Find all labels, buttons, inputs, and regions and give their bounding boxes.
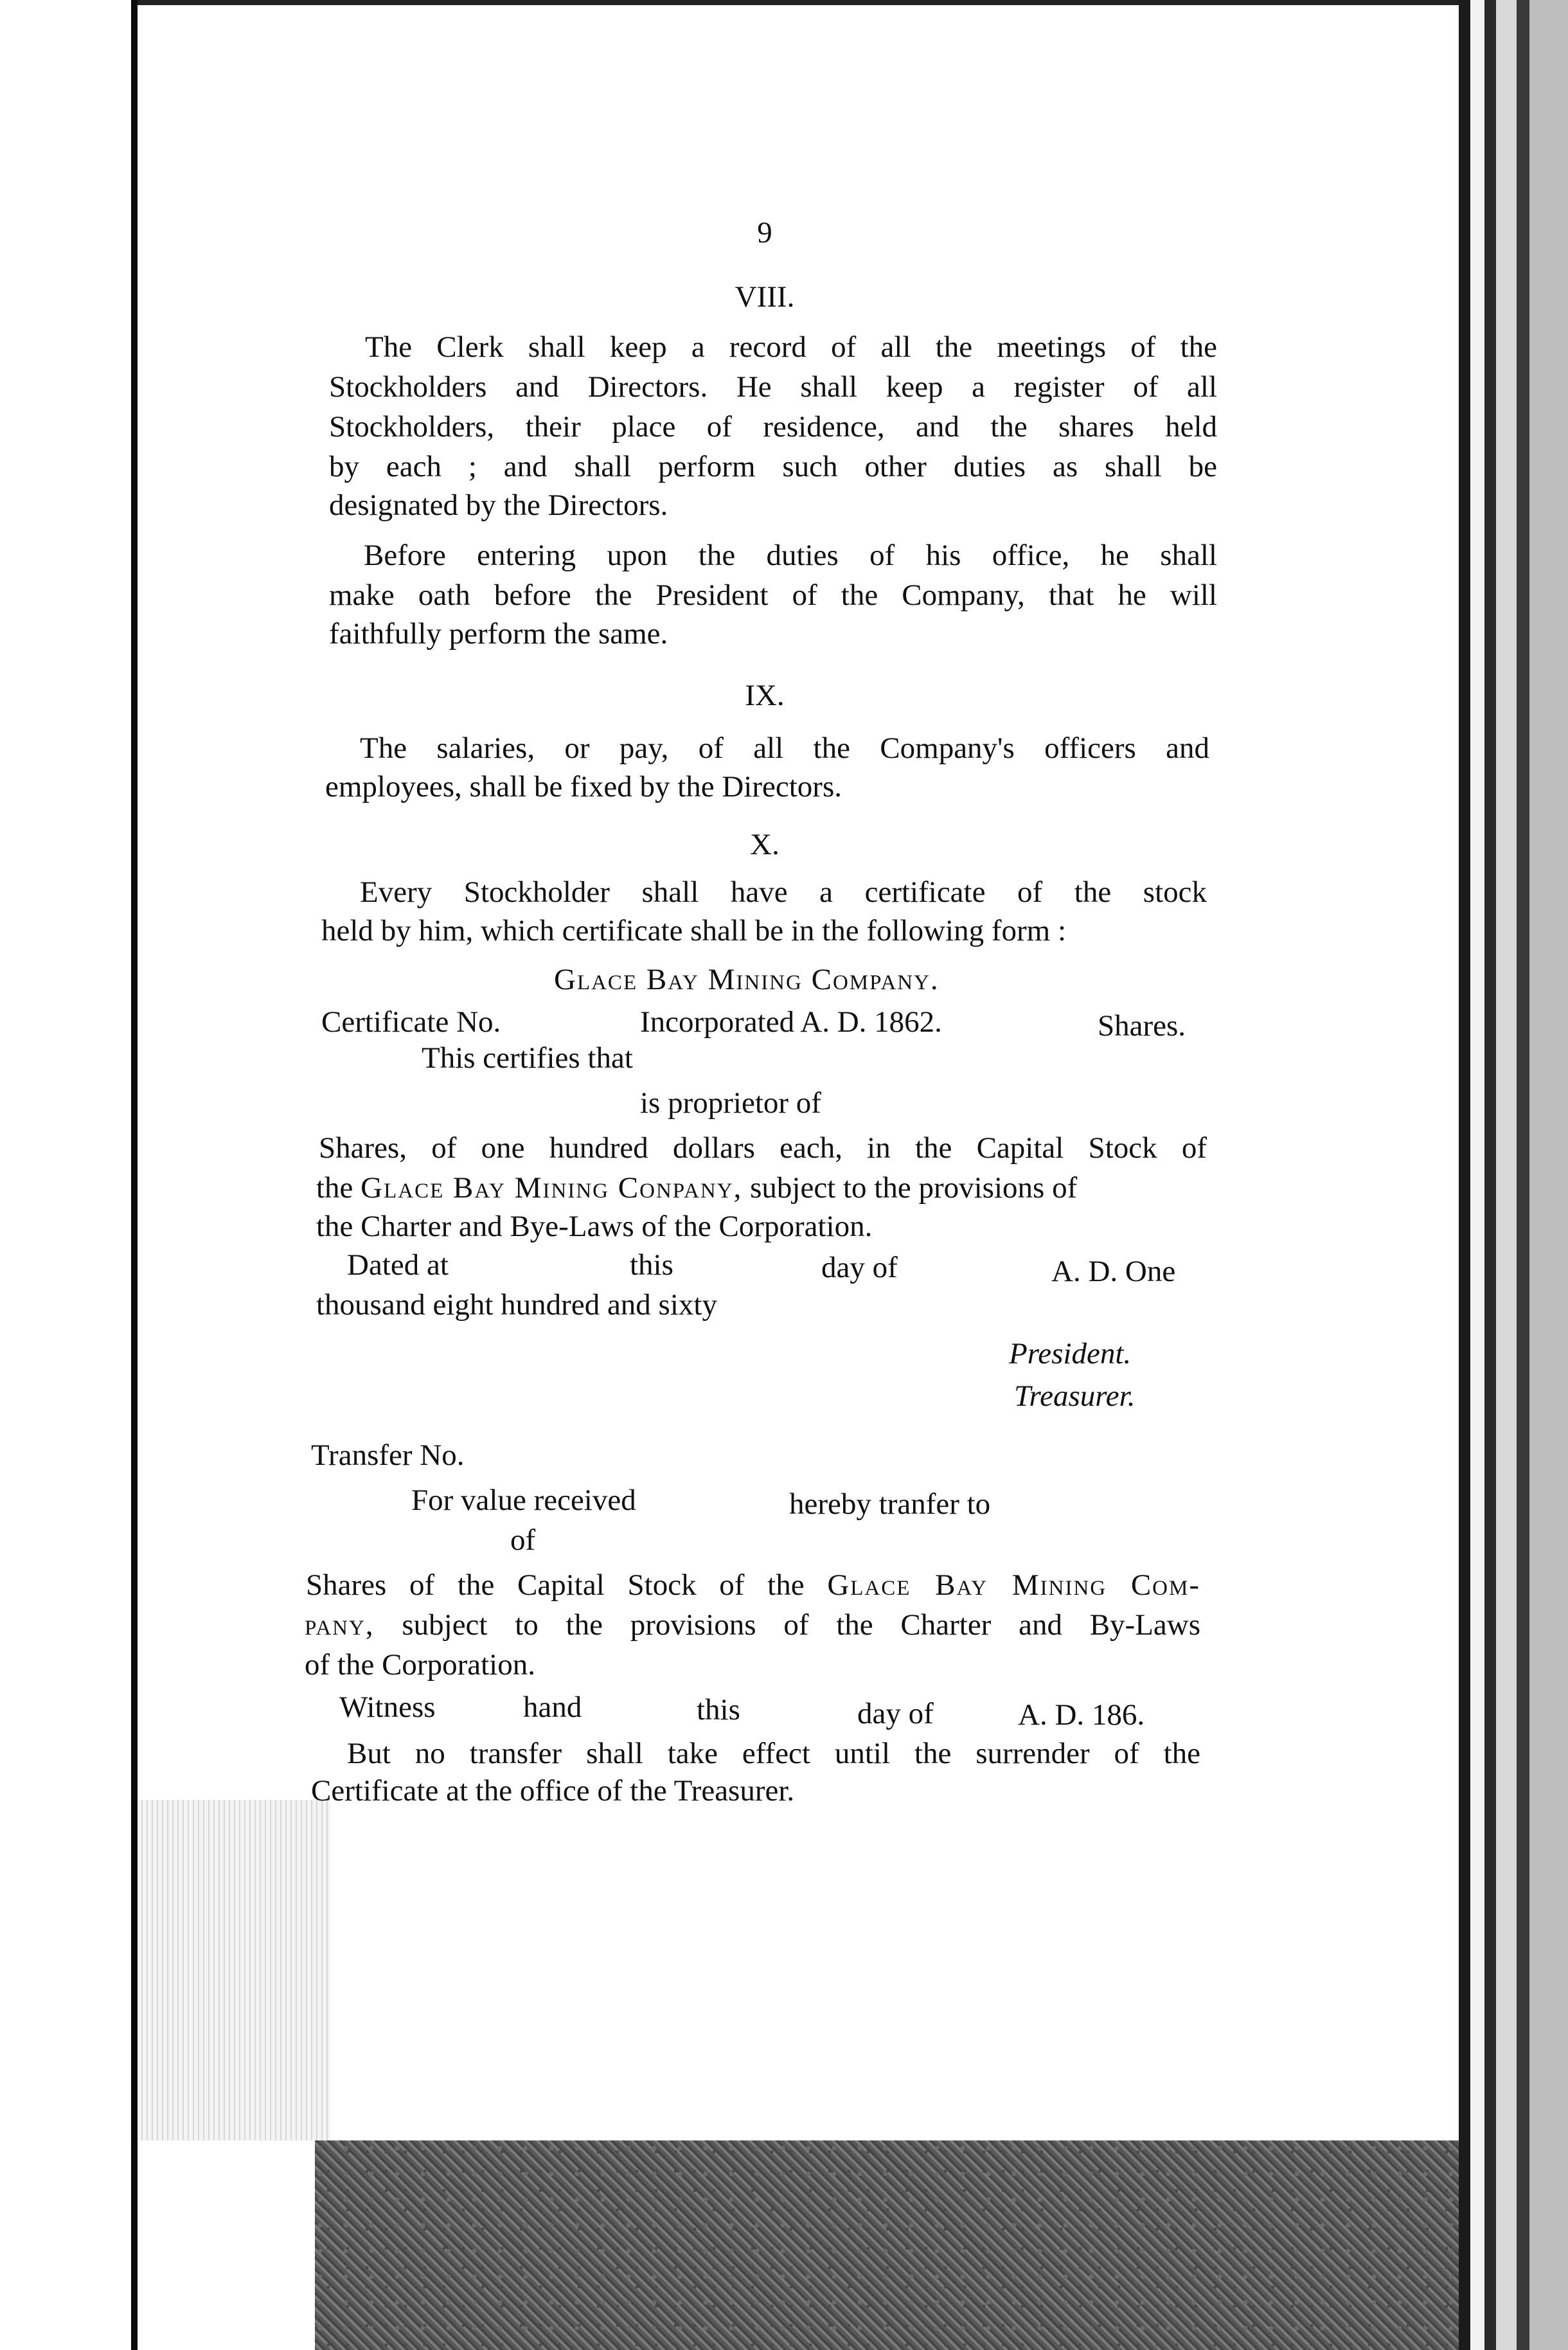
transfer-shares-line	[306, 1566, 1200, 1604]
transfer-number-label: Transfer No.	[311, 1439, 465, 1472]
section-viii-para2-line-2: make oath before the President of the Company, that he will	[329, 579, 1217, 612]
section-viii-line-4: by each ; and shall perform such other duties as shall be	[329, 450, 1217, 483]
transfer-shares-line-name: Glace Bay Mining Com-	[827, 1568, 1200, 1602]
transfer-but-line-1: But no transfer shall take effect until the surrender of the	[347, 1737, 1200, 1770]
section-ix-line-2: employees, shall be fixed by the Directors.	[325, 770, 842, 803]
binding-tape	[138, 1800, 330, 2140]
transfer-ad186: A. D. 186.	[1018, 1698, 1145, 1732]
certificate-shares-line: Shares, of one hundred dollars each, in the Capital Stock of	[319, 1131, 1207, 1165]
certificate-this: this	[630, 1248, 673, 1282]
section-viii-line-3: Stockholders, their place of residence, and the shares held	[329, 410, 1217, 444]
section-viii-line-1: The Clerk shall keep a record of all the meetings of the	[365, 330, 1217, 364]
transfer-pany-line-post: subject to the provisions of the Charter and By-Laws	[402, 1608, 1201, 1642]
section-viii-para2-line-3: faithfully perform the same.	[329, 617, 668, 650]
certificate-company-line-pre: the	[316, 1171, 353, 1205]
section-ix-line-1: The salaries, or pay, of all the Company's officers and	[360, 731, 1209, 765]
transfer-but-line-2: Certificate at the office of the Treasurer.	[311, 1774, 795, 1807]
transfer-this: this	[697, 1693, 740, 1727]
cover-board	[315, 2140, 1459, 2350]
transfer-pany-line-name: pany,	[305, 1608, 375, 1642]
certificate-day-of: day of	[821, 1251, 898, 1284]
section-x-line-2: held by him, which certificate shall be in the following form :	[321, 914, 1067, 947]
transfer-of: of	[510, 1523, 536, 1557]
certificate-dated-at: Dated at	[347, 1248, 449, 1282]
certificate-president: President.	[1009, 1337, 1132, 1370]
page-number: 9	[757, 216, 772, 249]
certificate-shares-label: Shares.	[1098, 1009, 1186, 1043]
gutter-shadow-bottom	[131, 2140, 138, 2350]
section-viii-para2-line-1: Before entering upon the duties of his office, he shall	[364, 539, 1217, 572]
certificate-company-line	[316, 1169, 1077, 1207]
certificate-company-name: Glace Bay Mining Company.	[554, 963, 940, 996]
section-viii-heading: VIII.	[735, 280, 795, 314]
certificate-number-label: Certificate No.	[321, 1005, 501, 1039]
certificate-proprietor: is proprietor of	[640, 1086, 821, 1120]
transfer-day-of: day of	[857, 1697, 934, 1730]
section-viii-line-2: Stockholders and Directors. He shall keep a register of all	[329, 370, 1217, 404]
page-top-edge	[138, 0, 1484, 5]
transfer-hereby: hereby tranfer to	[789, 1487, 991, 1521]
certificate-certifies: This certifies that	[422, 1041, 633, 1075]
certificate-ad-one: A. D. One	[1051, 1255, 1176, 1288]
transfer-hand: hand	[523, 1691, 582, 1724]
page-stack-edge	[1459, 0, 1568, 2350]
section-x-line-1: Every Stockholder shall have a certificate of the stock	[360, 875, 1207, 909]
transfer-shares-line-pre: Shares of the Capital Stock of the	[306, 1568, 805, 1602]
transfer-corporation-line: of the Corporation.	[305, 1648, 535, 1682]
certificate-thousand: thousand eight hundred and sixty	[316, 1288, 717, 1322]
certificate-charter-line: the Charter and Bye-Laws of the Corporation.	[316, 1210, 873, 1243]
section-x-heading: X.	[750, 828, 780, 861]
certificate-company-line-post: subject to the provisions of	[750, 1171, 1078, 1205]
section-ix-heading: IX.	[745, 679, 785, 712]
transfer-pany-line	[305, 1606, 1200, 1644]
book-page	[138, 0, 1484, 2140]
certificate-company-line-name: Glace Bay Mining Conpany,	[361, 1171, 743, 1205]
bottom-left-margin	[0, 2140, 315, 2350]
certificate-incorporated: Incorporated A. D. 1862.	[640, 1005, 942, 1039]
left-margin	[0, 0, 131, 2350]
transfer-for-value: For value received	[411, 1484, 636, 1517]
transfer-witness: Witness	[339, 1691, 436, 1724]
gutter-shadow	[131, 0, 138, 2140]
section-viii-line-5: designated by the Directors.	[329, 489, 668, 522]
certificate-treasurer: Treasurer.	[1014, 1379, 1136, 1413]
